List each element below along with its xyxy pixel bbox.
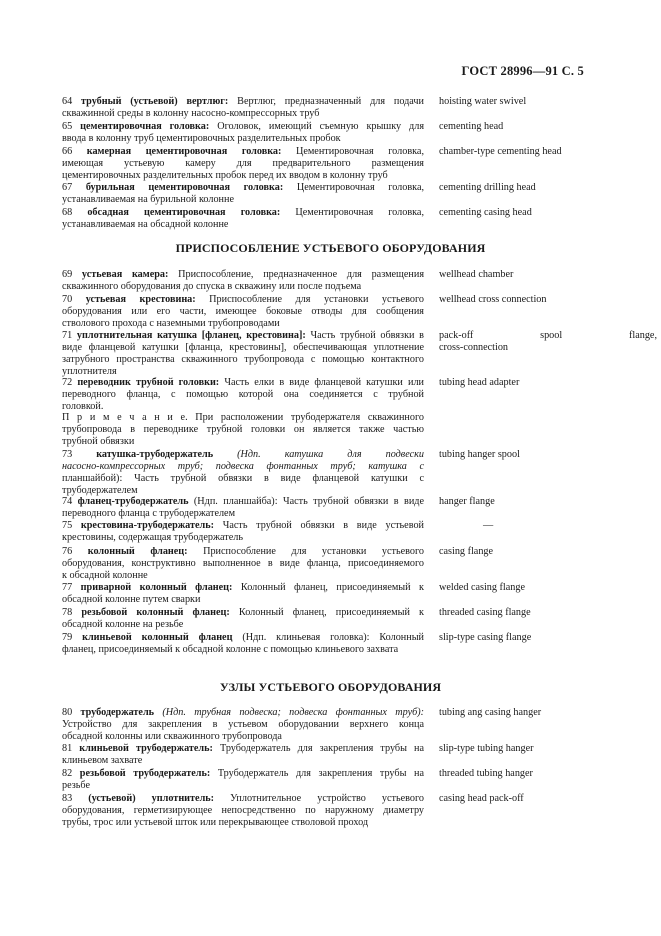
term-definition: 83 (устьевой) уплотнитель: Уплотнительное устройство устьевого оборудования, герметизирующее непосредственно по наружному диаметру трубы, трос или устьевой шток или перекрывающее стволовой проход — [62, 793, 424, 828]
page-header: ГОСТ 28996—91 С. 5 — [461, 64, 584, 78]
english-equivalent: tubing hanger spool — [439, 449, 520, 460]
term-definition: 74 фланец-трубодержатель (Ндп. планшайба): Часть трубной обвязки в виде переводного фланца с трубодержателем — [62, 496, 424, 519]
term-definition: 70 устьевая крестовина: Приспособление для установки устьевого оборудования или его части, имеющее боковые отводы для сообщения стволового прохода с наземными трубопроводами — [62, 294, 424, 329]
english-equivalent: chamber-type cementing head — [439, 146, 562, 157]
english-equivalent: welded casing flange — [439, 582, 525, 593]
term-definition: 65 цементировочная головка: Оголовок, имеющий съемную крышку для ввода в колонну труб цементировочных разделительных пробок — [62, 121, 424, 144]
term-definition: 73 катушка-трубодержатель (Ндп. катушка для подвески насосно-компрессорных труб; подвеска фонтанных труб; катушка с планшайбой): Часть трубной обвязки в виде фланцевой катушки с трубодержателем — [62, 449, 424, 496]
term-definition: 71 уплотнительная катушка [фланец, крестовина]: Часть трубной обвязки в виде фланцевой катушки [фланца, крестовины], обеспечивающая уплотнение затрубного пространства скважинного трубопровода с помощью контактного уплотнителя — [62, 330, 424, 377]
term-definition: 75 крестовина-трубодержатель: Часть трубной обвязки в виде устьевой крестовины, содержащая трубодержатель — [62, 520, 424, 543]
english-equivalent: hanger flange — [439, 496, 495, 507]
term-definition: 76 колонный фланец: Приспособление для установки устьевого оборудования, конструктивно выполненное в виде фланца, присоединяемого к обсадной колонне — [62, 546, 424, 581]
term-definition: 66 камерная цементировочная головка: Цементировочная головка, имеющая устьевую камеру для предварительного размещения цементировочных разделительных пробок перед их вводом в колонну труб — [62, 146, 424, 181]
term-definition: 77 приварной колонный фланец: Колонный фланец, присоединяемый к обсадной колонне путем сварки — [62, 582, 424, 605]
english-equivalent: tubing ang casing hanger — [439, 707, 542, 718]
english-equivalent: slip-type casing flange — [439, 632, 532, 643]
term-definition: 68 обсадная цементировочная головка: Цементировочная головка, устанавливаемая на обсадной колонне — [62, 207, 424, 230]
term-definition: 64 трубный (устьевой) вертлюг: Вертлюг, предназначенный для подачи скважинной среды в колонну насосно-компрессорных труб — [62, 96, 424, 119]
term-definition: 80 трубодержатель (Ндп. трубная подвеска; подвеска фонтанных труб): Устройство для закрепления в устьевом оборудовании верхнего конца обсадной колонны или скважинного трубопровода — [62, 707, 424, 742]
english-equivalent: wellhead cross connection — [439, 294, 547, 305]
term-definition: 72 переводник трубной головки: Часть елки в виде фланцевой катушки или переводного фланца, с помощью которой она соединяется с трубной головкой. — [62, 377, 424, 412]
note-text: П р и м е ч а н и е. При расположении трубодержателя скважинного трубопровода в переводнике трубной головки он является также частью трубной обвязки — [62, 412, 424, 447]
section-title: ПРИСПОСОБЛЕНИЕ УСТЬЕВОГО ОБОРУДОВАНИЯ — [175, 241, 486, 255]
english-equivalent: threaded casing flange — [439, 607, 531, 618]
term-definition: 69 устьевая камера: Приспособление, предназначенное для размещения скважинного оборудования до спуска в скважину или после подъема — [62, 269, 424, 292]
english-equivalent: cementing drilling head — [439, 182, 536, 193]
section-title: УЗЛЫ УСТЬЕВОГО ОБОРУДОВАНИЯ — [219, 680, 442, 694]
english-equivalent: tubing head adapter — [439, 377, 520, 388]
english-equivalent: slip-type tubing hanger — [439, 743, 534, 754]
term-definition: 67 бурильная цементировочная головка: Цементировочная головка, устанавливаемая на бурильной колонне — [62, 182, 424, 205]
term-definition: 81 клиньевой трубодержатель: Трубодержатель для закрепления трубы на клиньевом захвате — [62, 743, 424, 766]
english-equivalent: hoisting water swivel — [439, 96, 527, 107]
term-definition: 82 резьбовой трубодержатель: Трубодержатель для закрепления трубы на резьбе — [62, 768, 424, 791]
english-equivalent: casing flange — [439, 546, 494, 557]
english-equivalent: wellhead chamber — [439, 269, 514, 280]
english-equivalent: casing head pack-off — [439, 793, 524, 804]
english-equivalent: threaded tubing hanger — [439, 768, 533, 779]
english-equivalent: — — [483, 520, 494, 531]
english-equivalent: cementing casing head — [439, 207, 532, 218]
english-equivalent: cementing head — [439, 121, 504, 132]
term-definition: 78 резьбовой колонный фланец: Колонный фланец, присоединяемый к обсадной колонне на резьбе — [62, 607, 424, 630]
english-equivalent: pack-off spool flange, cross-connection — [439, 330, 657, 353]
term-definition: 79 клиньевой колонный фланец (Ндп. клиньевая головка): Колонный фланец, присоединяемый к обсадной колонне с помощью клиньевого захвата — [62, 632, 424, 655]
